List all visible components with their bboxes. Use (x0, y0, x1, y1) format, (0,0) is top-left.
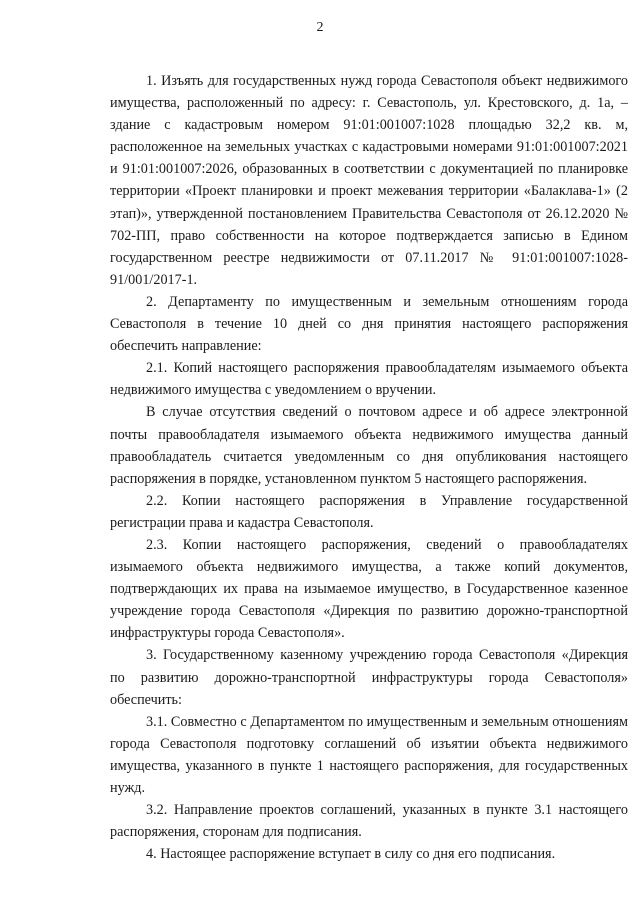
paragraph-2-2: 2.2. Копии настоящего распоряжения в Управление государственной регистрации права и кадастра Севастополя. (110, 492, 628, 531)
paragraph-2-1: 2.1. Копий настоящего распоряжения правообладателям изымаемого объекта недвижимого имущества с уведомлением о вручении. (110, 360, 628, 399)
paragraph-4: 4. Настоящее распоряжение вступает в силу со дня его подписания. (146, 846, 556, 863)
paragraph-2: 2. Департаменту по имущественным и земельным отношениям города Севастополя в течение 10 дней со дня принятия настоящего распоряжения обеспечить направление: (110, 293, 628, 355)
paragraph-1: 1. Изъять для государственных нужд города Севастополя объект недвижимого имущества, расположенный по адресу: г. Севастополь, ул. Крестовского, д. 1а, – здание с кадастровым номером 91:01:001007:1028 площадью 32,2 кв. м, расположенное на земельных участках с кадастровыми номерами 91:01:001007:2021 и 91:01:001007:2026, образованных в соответствии с документацией по планировке территории «Проект планировки и проект межевания территории «Балаклава-1» (2 этап)», утвержденной постановлением Правительства Севастополя от 26.12.2020 № 702-ПП, право собственности на которое подтверждается записью в Едином государственном реестре недвижимости от 07.11.2017 № 91:01:001007:1028-91/001/2017-1. (110, 73, 628, 288)
paragraph-2-3: 2.3. Копии настоящего распоряжения, сведений о правообладателях изымаемого объекта недвижимого имущества, а также копий документов, подтверждающих их права на изымаемое имущество, в Государственное казенное учреждение города Севастополя «Дирекция по развитию дорожно-транспортной инфраструктуры города Севастополя». (110, 536, 628, 642)
paragraph-3-2: 3.2. Направление проектов соглашений, указанных в пункте 3.1 настоящего распоряжения, сторонам для подписания. (110, 802, 628, 841)
page-number: 2 (316, 20, 324, 35)
order-text (110, 70, 628, 865)
paragraph-3-1: 3.1. Совместно с Департаментом по имущественным и земельным отношениям города Севастополя подготовку соглашений об изъятии объекта недвижимого имущества, указанного в пункте 1 настоящего распоряжения, для государственных нужд. (110, 713, 628, 796)
paragraph-2-1-note: В случае отсутствия сведений о почтовом адресе и об адресе электронной почты правообладателя изымаемого объекта недвижимого имущества данный правообладатель считается уведомленным со дня опубликования настоящего распоряжения в порядке, установленном пунктом 5 настоящего распоряжения. (110, 404, 628, 487)
paragraph-3: 3. Государственному казенному учреждению города Севастополя «Дирекция по развитию дорожно-транспортной инфраструктуры города Севастополя» обеспечить: (110, 647, 628, 708)
